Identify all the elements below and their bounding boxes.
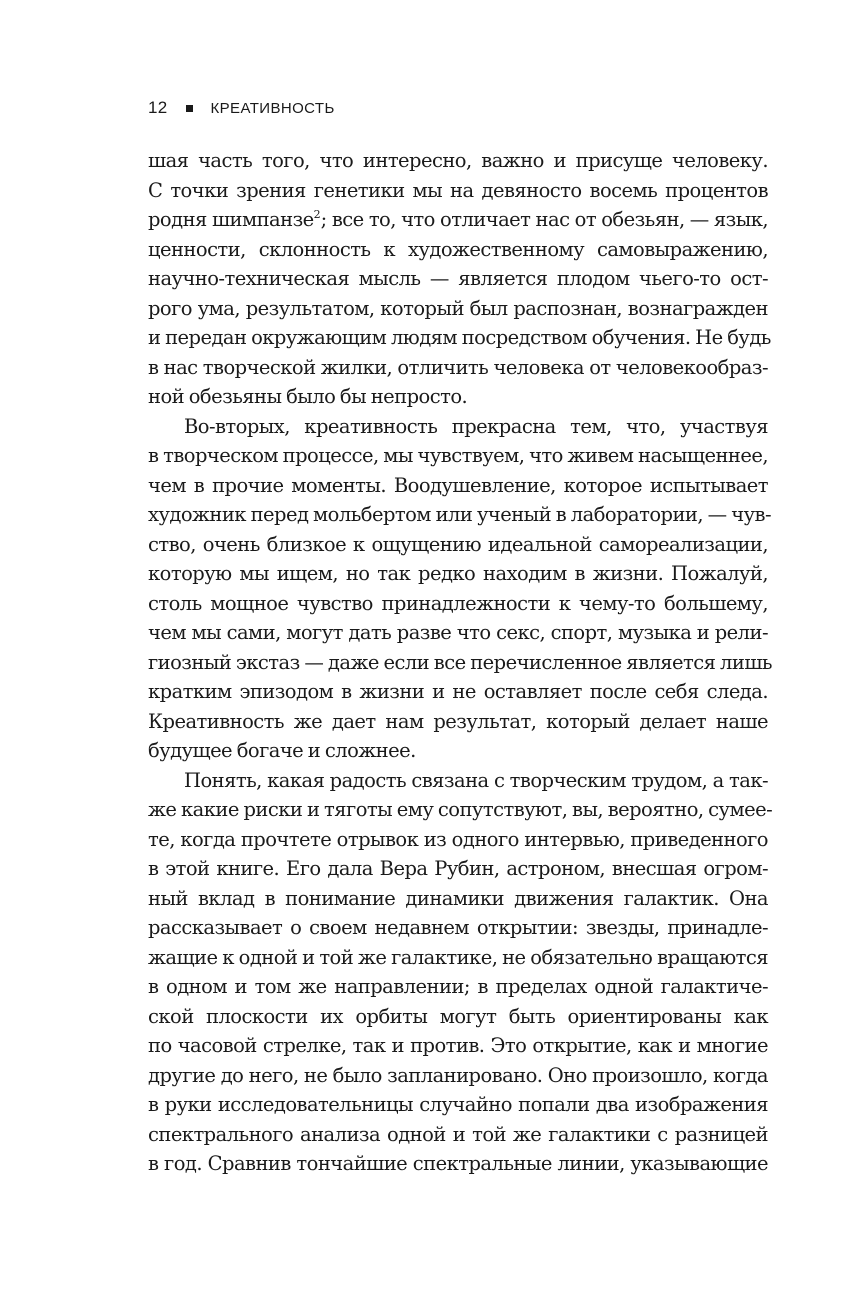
text-line: ской плоскости их орбиты могут быть ориентированы как xyxy=(148,1004,768,1028)
page-number: 12 xyxy=(148,98,168,117)
running-head xyxy=(148,96,335,120)
text-line: другие до него, не было запланировано. Оно произошло, когда xyxy=(148,1063,768,1087)
text-line: же какие риски и тяготы ему сопутствуют, вы, вероятно, сумее- xyxy=(148,798,773,821)
text-fragment: ; все то, что отличает нас от обезьян, — язык, xyxy=(320,208,768,231)
text-line: в одном и том же направлении; в пределах одной галактиче- xyxy=(148,975,768,998)
square-bullet-icon xyxy=(186,105,193,112)
text-line: столь мощное чувство принадлежности к чему-то большему, xyxy=(148,591,768,615)
text-line: ной обезьяны было бы непросто. xyxy=(148,385,468,408)
text-line: которую мы ищем, но так редко находим в жизни. Пожалуй, xyxy=(148,562,768,585)
text-line: будущее богаче и сложнее. xyxy=(148,739,416,762)
section-title: КРЕАТИВНОСТЬ xyxy=(210,99,335,117)
text-line: и передан окружающим людям посредством обучения. Не будь xyxy=(148,326,771,349)
text-line: спектрального анализа одной и той же галактики с разницей xyxy=(148,1122,768,1146)
text-line: рассказывает о своем недавнем открытии: звезды, принадле- xyxy=(148,916,768,939)
text-line: ство, очень близкое к ощущению идеальной самореализации, xyxy=(148,532,768,556)
text-line: по часовой стрелке, так и против. Это открытие, как и многие xyxy=(148,1034,768,1057)
text-line: научно-техническая мысль — является плодом чьего-то ост- xyxy=(148,267,768,290)
text-line: в руки исследовательницы случайно попали два изображения xyxy=(148,1093,768,1116)
text-line: в нас творческой жилки, отличить человека от человекообраз- xyxy=(148,355,768,379)
text-line: Понять, какая радость связана с творческим трудом, а так- xyxy=(184,768,768,792)
text-line: в творческом процессе, мы чувствуем, что живем насыщеннее, xyxy=(148,444,768,467)
footnote-reference: 2 xyxy=(313,208,321,221)
text-line: гиозный экстаз — даже если все перечисленное является лишь xyxy=(148,650,772,674)
text-line: С точки зрения генетики мы на девяносто восемь процентов xyxy=(148,178,768,202)
text-line: те, когда прочтете отрывок из одного интервью, приведенного xyxy=(148,827,768,851)
text-line: ный вклад в понимание динамики движения галактик. Она xyxy=(148,886,768,910)
text-line: художник перед мольбертом или ученый в лаборатории, — чув- xyxy=(148,503,771,526)
text-line: Во-вторых, креативность прекрасна тем, что, участвуя xyxy=(184,414,768,438)
body-text xyxy=(148,146,773,1179)
text-line: чем мы сами, могут дать разве что секс, спорт, музыка и рели- xyxy=(148,621,768,644)
text-line: ценности, склонность к художественному самовыражению, xyxy=(148,237,768,261)
text-line: Креативность же дает нам результат, который делает наше xyxy=(148,709,768,733)
text-fragment: родня шимпанзе xyxy=(148,208,314,231)
text-line: рого ума, результатом, который был распознан, вознагражден xyxy=(148,296,768,320)
text-line: чем в прочие моменты. Воодушевление, которое испытывает xyxy=(148,473,768,497)
text-line: жащие к одной и той же галактике, не обязательно вращаются xyxy=(148,945,768,969)
text-line: в год. Сравнив тончайшие спектральные линии, указывающие xyxy=(148,1152,768,1175)
text-line: шая часть того, что интересно, важно и присуще человеку. xyxy=(148,149,768,172)
text-line xyxy=(148,205,768,235)
text-line: кратким эпизодом в жизни и не оставляет после себя следа. xyxy=(148,680,768,703)
text-line: в этой книге. Его дала Вера Рубин, астроном, внесшая огром- xyxy=(148,857,768,880)
